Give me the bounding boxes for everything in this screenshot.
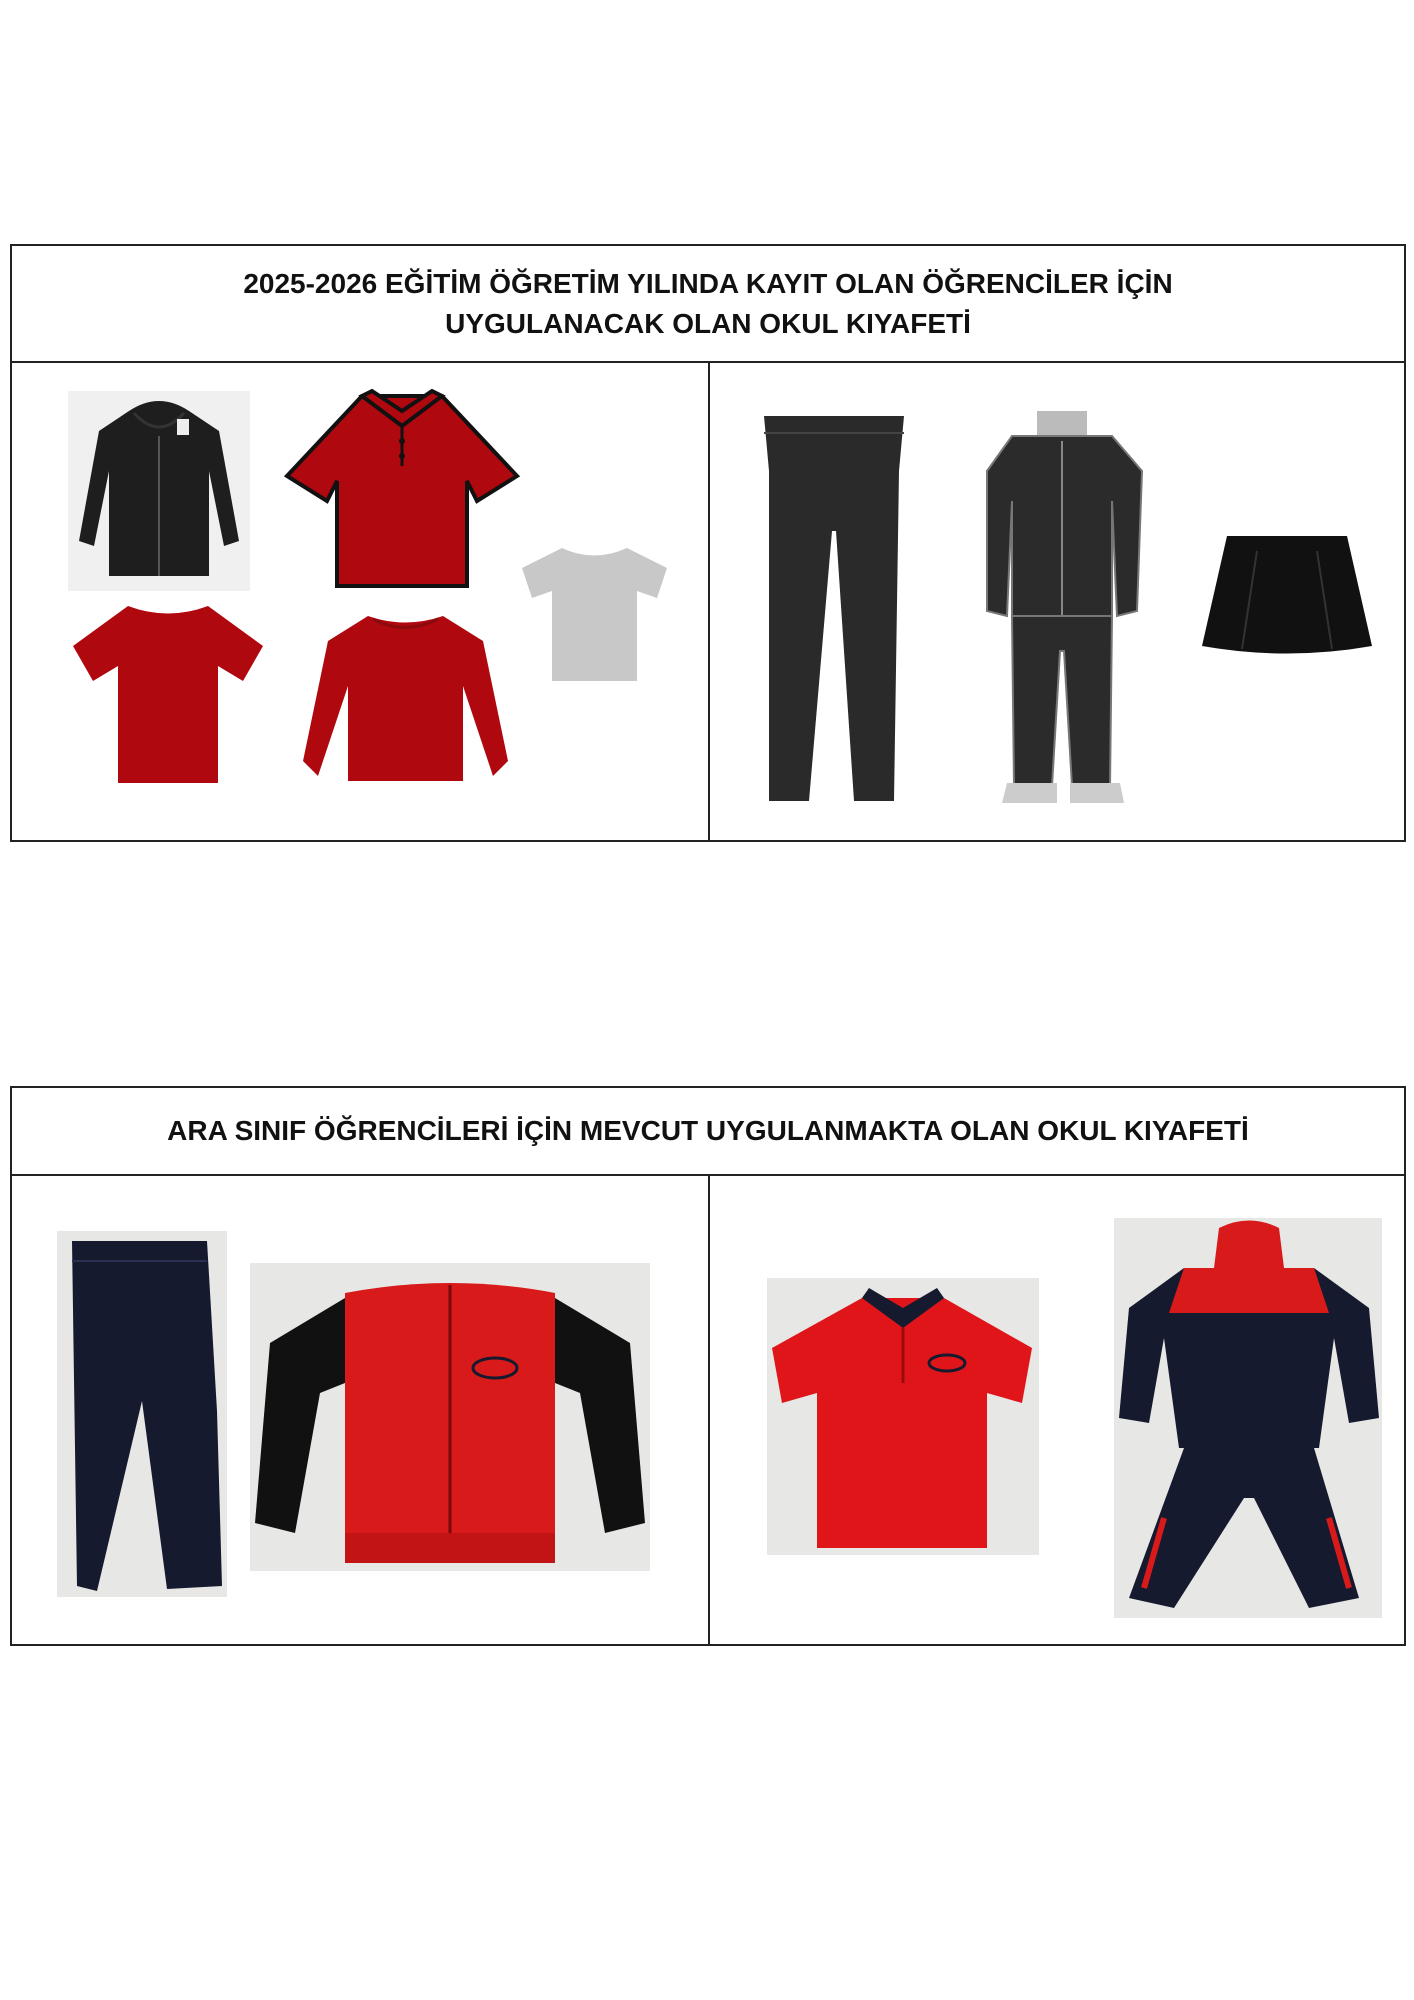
current-uniform-divider — [708, 1174, 710, 1644]
grey-tshirt-image — [517, 543, 672, 683]
black-skirt-image — [1197, 531, 1377, 661]
red-tshirt-image — [68, 601, 268, 786]
red-polo-photo — [767, 1278, 1039, 1555]
navy-trousers-photo — [57, 1231, 227, 1597]
new-uniform-title-line1: 2025-2026 EĞİTİM ÖĞRETİM YILINDA KAYIT OLAN ÖĞRENCİLER İÇİN — [243, 267, 1173, 299]
red-navy-tracksuit-photo — [1114, 1218, 1382, 1618]
current-uniform-title: ARA SINIF ÖĞRENCİLERİ İÇİN MEVCUT UYGULANMAKTA OLAN OKUL KIYAFETİ — [167, 1115, 1249, 1146]
black-trousers-image — [754, 411, 914, 806]
new-uniform-table — [10, 244, 1406, 842]
current-uniform-header — [12, 1088, 1404, 1176]
black-tracksuit-image — [982, 411, 1147, 806]
red-polo-shirt-image — [282, 386, 522, 591]
new-uniform-title-line2: UYGULANACAK OLAN OKUL KIYAFETİ — [445, 307, 971, 339]
new-uniform-header — [12, 246, 1404, 363]
red-black-jacket-photo — [250, 1263, 650, 1571]
new-uniform-divider — [708, 361, 710, 840]
black-hoodie-image — [68, 391, 250, 591]
red-sweatshirt-image — [298, 611, 513, 791]
current-uniform-table — [10, 1086, 1406, 1646]
